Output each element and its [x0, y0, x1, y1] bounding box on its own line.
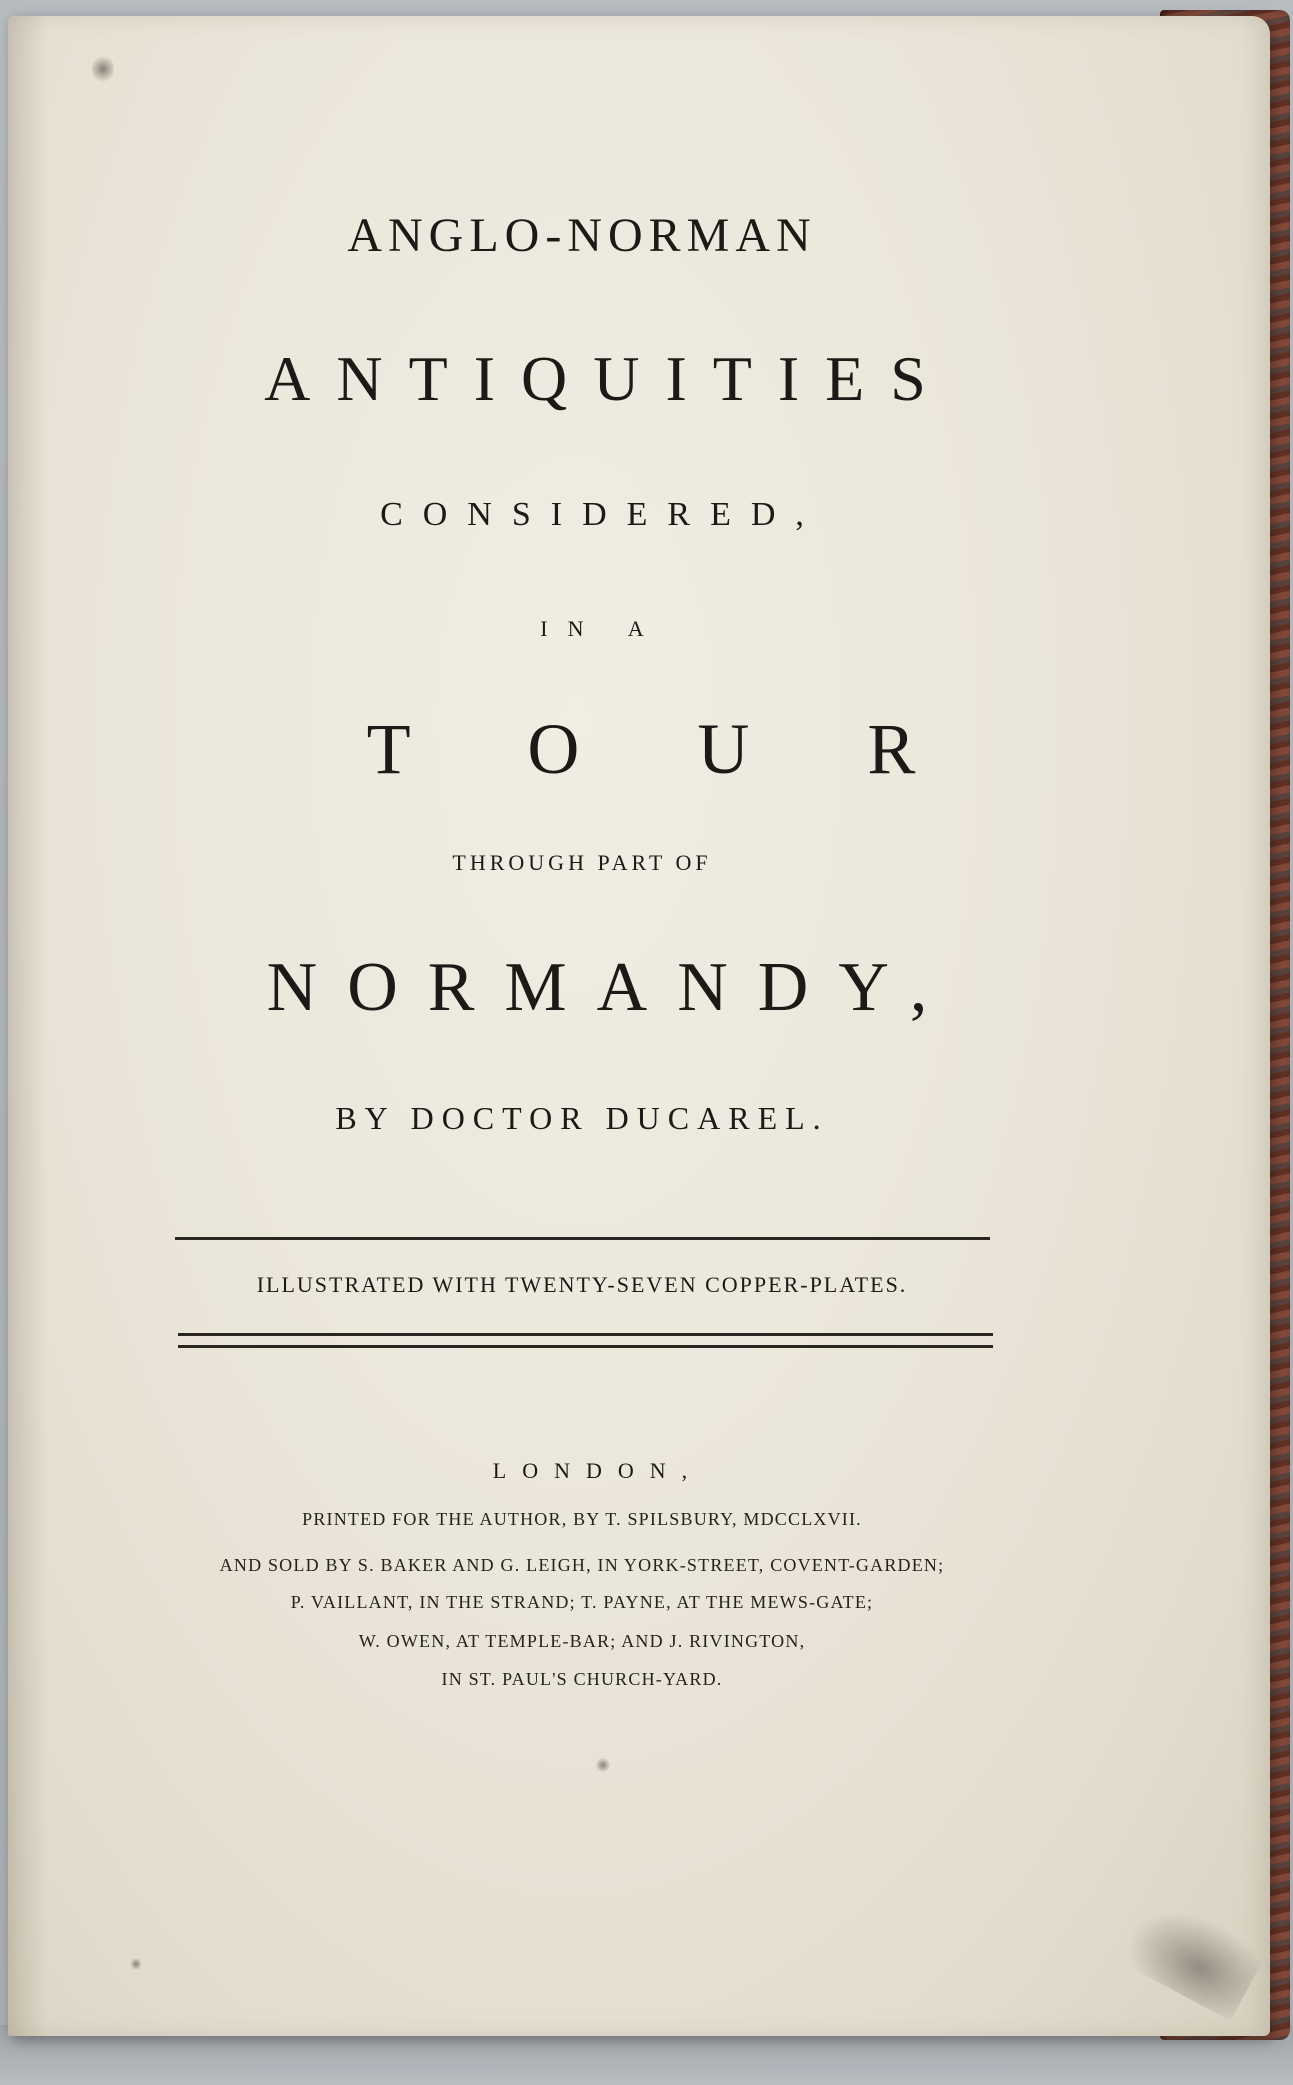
title-line-anglo-norman: ANGLO-NORMAN [347, 209, 817, 262]
double-rule-lower [178, 1345, 993, 1348]
foxing-spot [596, 1757, 610, 1773]
title-line-in-a: IN A [540, 616, 664, 641]
place-of-publication: LONDON, [492, 1458, 704, 1483]
title-line-tour: TOUR [366, 709, 1034, 789]
foxing-spot [130, 1958, 142, 1970]
double-rule-upper [178, 1333, 993, 1336]
title-line-antiquities: ANTIQUITIES [264, 343, 952, 414]
foxing-spot [92, 54, 114, 84]
imprint-line-4: W. OWEN, AT TEMPLE-BAR; AND J. RIVINGTON, [358, 1631, 806, 1651]
title-line-through-part-of: THROUGH PART OF [452, 850, 712, 875]
author-line: BY DOCTOR DUCAREL. [335, 1100, 829, 1136]
title-line-normandy: NORMANDY, [266, 949, 958, 1026]
imprint-line-1: PRINTED FOR THE AUTHOR, BY T. SPILSBURY, MDCCLXVII. [302, 1509, 862, 1529]
imprint-line-2: AND SOLD BY S. BAKER AND G. LEIGH, IN YORK-STREET, COVENT-GARDEN; [219, 1555, 945, 1575]
title-line-considered: CONSIDERED, [380, 496, 824, 533]
top-rule [175, 1237, 990, 1240]
imprint-line-5: IN ST. PAUL'S CHURCH-YARD. [441, 1669, 723, 1689]
illustration-note: ILLUSTRATED WITH TWENTY-SEVEN COPPER-PLATES. [256, 1272, 908, 1297]
imprint-line-3: P. VAILLANT, IN THE STRAND; T. PAYNE, AT THE MEWS-GATE; [290, 1592, 874, 1612]
